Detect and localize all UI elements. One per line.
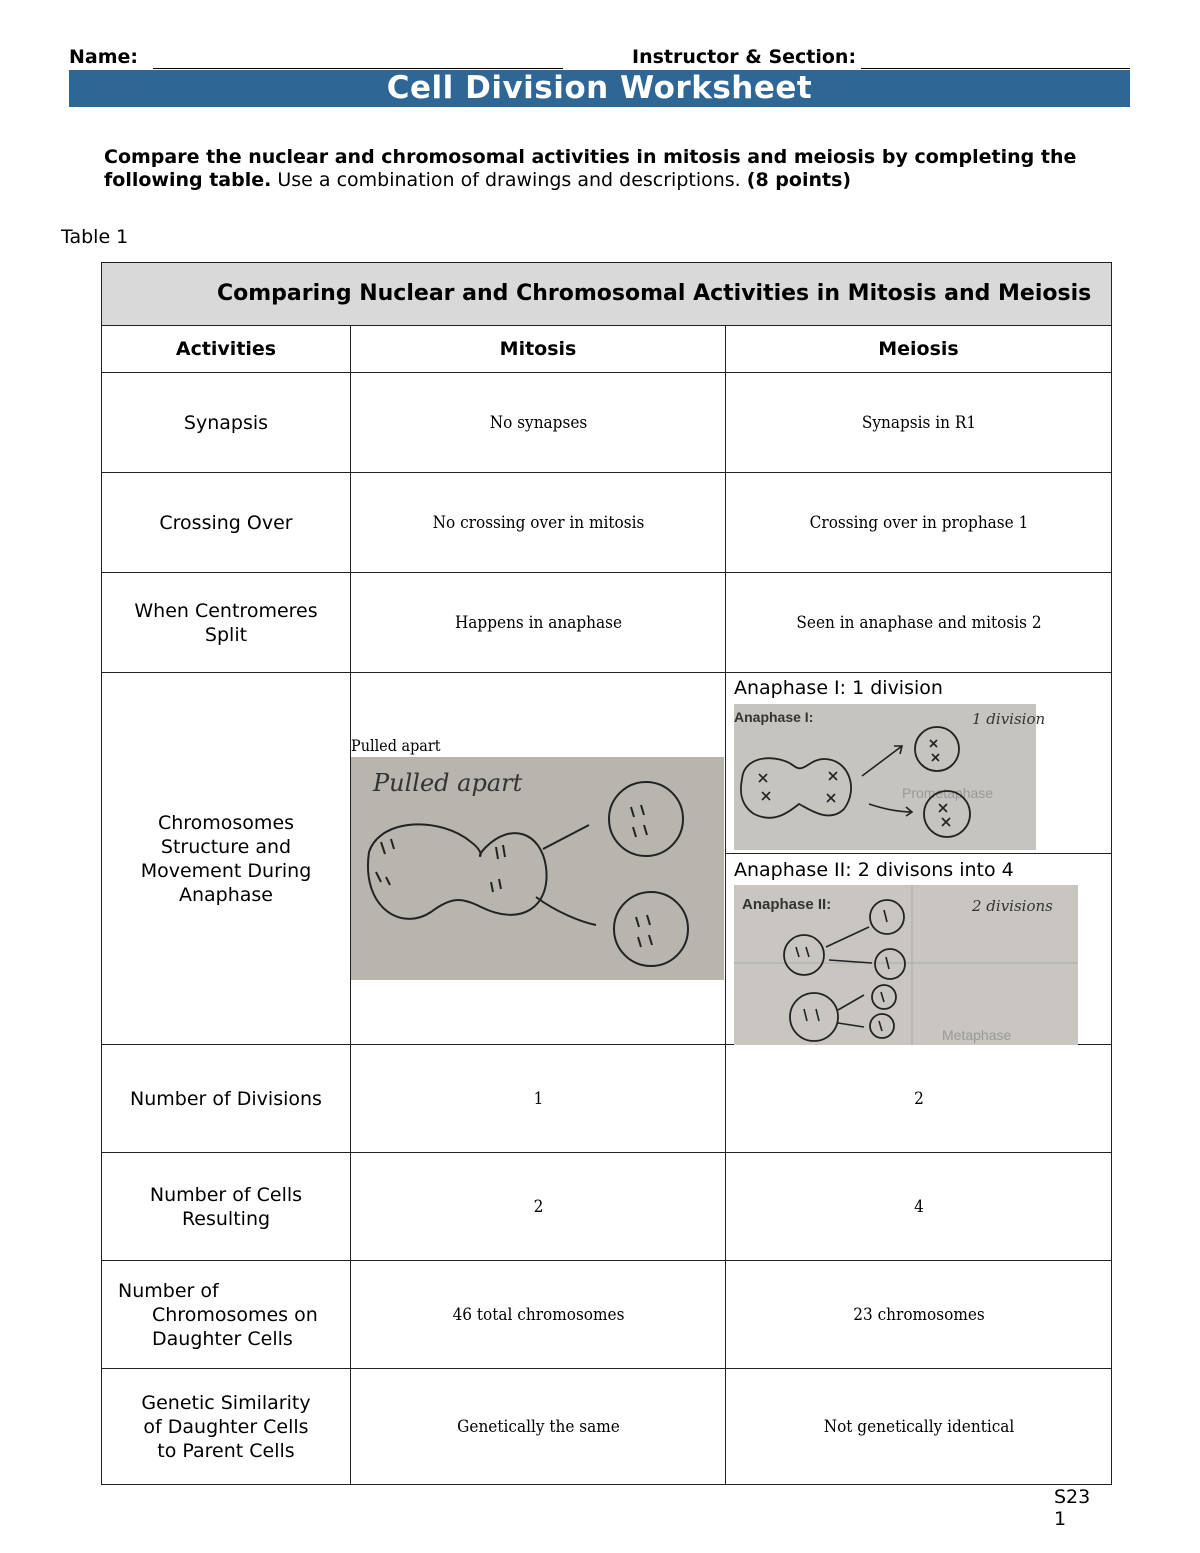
instructor-section-label: Instructor & Section: <box>632 46 857 68</box>
column-header-activities: Activities <box>102 326 351 373</box>
name-field-line[interactable] <box>153 68 563 69</box>
activity-cell: Synapsis <box>102 373 351 473</box>
mitosis-cell[interactable]: 1 <box>369 1045 707 1153</box>
mitosis-cell[interactable]: 2 <box>369 1153 707 1261</box>
sketch-note: 1 division <box>972 710 1046 728</box>
activity-cell: Crossing Over <box>102 473 351 573</box>
meiosis-cell[interactable]: 23 chromosomes <box>745 1261 1092 1369</box>
sketch-watermark: Metaphase <box>942 1027 1012 1043</box>
activity-cell: Number of Cells Resulting <box>102 1153 351 1261</box>
activity-cell: When Centromeres Split <box>102 573 351 673</box>
table-row-chromosomes <box>102 1261 1112 1369</box>
sketch-handwriting: Pulled apart <box>373 769 523 797</box>
activity-cell: Genetic Similarity of Daughter Cells to Parent Cells <box>102 1369 351 1485</box>
instructions-points: (8 points) <box>746 169 852 191</box>
table-header-row <box>102 326 1112 373</box>
mitosis-sketch-drawing <box>351 757 724 980</box>
mitosis-caption: Pulled apart <box>351 736 441 755</box>
activity-line-1: Number of <box>118 1279 219 1302</box>
meiosis-anaphase-2-caption: Anaphase II: 2 divisons into 4 <box>734 859 1014 881</box>
table-row-cells-resulting <box>102 1153 1112 1261</box>
instructions <box>104 146 1104 192</box>
sketch-label: Anaphase II: <box>742 896 832 913</box>
sketch-watermark: Prometaphase <box>902 785 994 801</box>
table-row-synapsis <box>102 373 1112 473</box>
meiosis-cell[interactable]: Crossing over in prophase 1 <box>745 473 1092 573</box>
meiosis-anaphase-2-panel <box>726 855 1111 1045</box>
meiosis-cell[interactable]: Synapsis in R1 <box>745 373 1092 473</box>
column-header-mitosis: Mitosis <box>351 326 726 373</box>
meiosis-anaphase-2-image <box>734 885 1078 1045</box>
meiosis-cell[interactable]: 2 <box>745 1045 1092 1153</box>
table-row-crossing-over <box>102 473 1112 573</box>
worksheet-title-banner: Cell Division Worksheet <box>69 70 1130 107</box>
activity-line-2: Chromosomes on Daughter Cells <box>152 1303 318 1350</box>
table-row-centromeres <box>102 573 1112 673</box>
mitosis-cell[interactable]: No synapses <box>369 373 707 473</box>
instructor-field-line[interactable] <box>861 68 1130 69</box>
meiosis-cell[interactable]: Not genetically identical <box>745 1369 1092 1485</box>
mitosis-cell[interactable]: 46 total chromosomes <box>369 1261 707 1369</box>
mitosis-drawing-cell[interactable] <box>351 673 726 1045</box>
table-row-genetic-similarity <box>102 1369 1112 1485</box>
mitosis-cell[interactable]: No crossing over in mitosis <box>369 473 707 573</box>
instructions-bold: Compare the nuclear and chromosomal activities in mitosis and meiosis by completing the following table. <box>104 146 1077 191</box>
activity-cell <box>102 1261 351 1369</box>
meiosis-anaphase-1-caption: Anaphase I: 1 division <box>734 677 943 699</box>
meiosis-anaphase-1-panel <box>726 673 1111 854</box>
comparison-table <box>101 262 1112 1485</box>
table-row-divisions <box>102 1045 1112 1153</box>
mitosis-sketch-image <box>351 757 724 980</box>
activity-cell: Chromosomes Structure and Movement During Anaphase <box>102 673 351 1045</box>
sketch-label: Anaphase I: <box>734 709 814 725</box>
meiosis-cell[interactable]: 4 <box>745 1153 1092 1261</box>
instructions-plain: Use a combination of drawings and descriptions. <box>277 169 741 191</box>
table-label: Table 1 <box>61 226 129 248</box>
sketch-note: 2 divisions <box>972 897 1053 915</box>
meiosis-anaphase-2-drawing <box>734 885 1078 1045</box>
table-row-anaphase <box>102 673 1112 1045</box>
mitosis-cell[interactable]: Genetically the same <box>369 1369 707 1485</box>
page-number: S23 1 <box>1054 1486 1091 1530</box>
meiosis-drawing-cell[interactable] <box>726 673 1112 1045</box>
table-title: Comparing Nuclear and Chromosomal Activities in Mitosis and Meiosis <box>102 263 1112 326</box>
meiosis-cell[interactable]: Seen in anaphase and mitosis 2 <box>745 573 1092 673</box>
column-header-meiosis: Meiosis <box>726 326 1112 373</box>
mitosis-cell[interactable]: Happens in anaphase <box>369 573 707 673</box>
meiosis-anaphase-1-image <box>734 704 1046 850</box>
meiosis-anaphase-1-drawing <box>734 704 1046 850</box>
table-title-row <box>102 263 1112 326</box>
name-label: Name: <box>69 46 139 68</box>
activity-cell: Number of Divisions <box>102 1045 351 1153</box>
